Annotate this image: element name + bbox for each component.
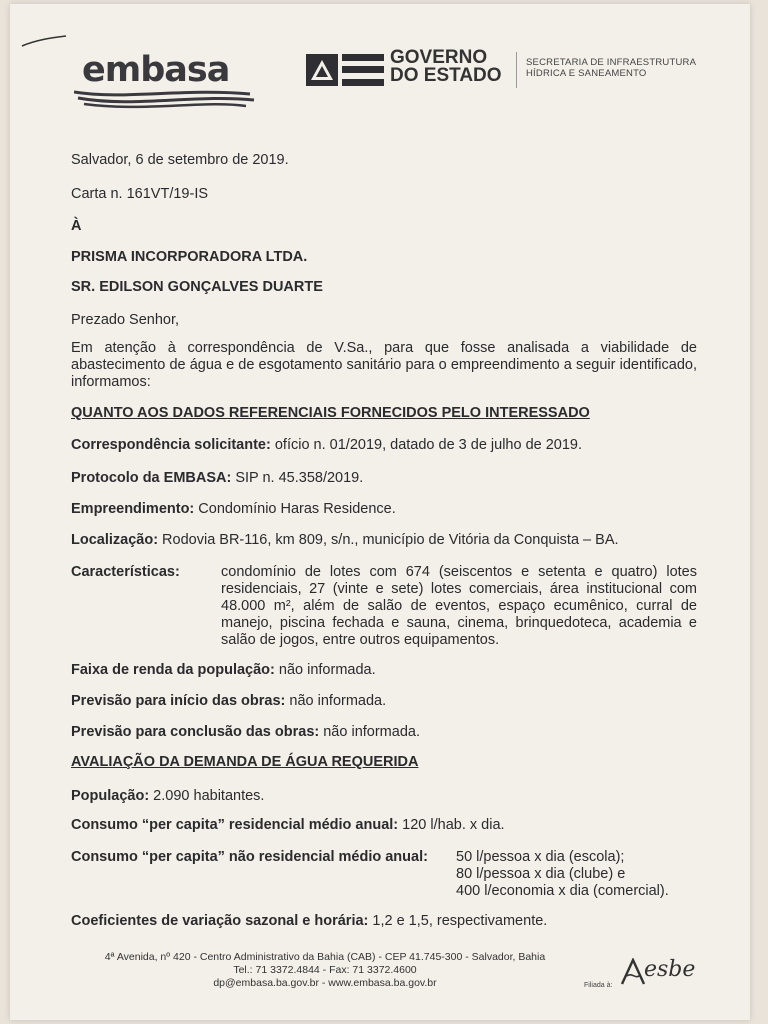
secretaria-line-2: HÍDRICA E SANEAMENTO xyxy=(526,68,647,79)
government-logo xyxy=(306,48,726,92)
section-1-title: QUANTO AOS DADOS REFERENCIAIS FORNECIDOS PELO INTERESSADO xyxy=(71,405,590,421)
field-label: Correspondência solicitante: xyxy=(71,437,271,453)
field-caracteristicas xyxy=(71,564,697,649)
field-coeficientes xyxy=(71,913,547,930)
field-label: Coeficientes de variação sazonal e horária: xyxy=(71,913,369,929)
field-label: Consumo “per capita” residencial médio anual: xyxy=(71,817,399,833)
aesbe-mark-icon xyxy=(620,958,646,986)
field-protocolo xyxy=(71,470,363,487)
aesbe-logo xyxy=(620,954,700,990)
field-value: Rodovia BR-116, km 809, s/n., município de Vitória da Conquista – BA. xyxy=(158,532,619,548)
field-value: Condomínio Haras Residence. xyxy=(194,501,396,517)
pen-mark xyxy=(20,34,68,48)
field-label: Previsão para início das obras: xyxy=(71,693,286,709)
recipient-prefix: À xyxy=(71,218,82,234)
field-label: Previsão para conclusão das obras: xyxy=(71,724,320,740)
footer-phone: Tel.: 71 3372.4844 - Fax: 71 3372.4600 xyxy=(233,964,417,976)
footer-address: 4ª Avenida, nº 420 - Centro Administrativo da Bahia (CAB) - CEP 41.745-300 - Salvador, Bahia xyxy=(104,951,546,963)
field-empreendimento xyxy=(71,501,396,518)
field-correspondencia xyxy=(71,437,582,454)
recipient-person: SR. EDILSON GONÇALVES DUARTE xyxy=(71,279,323,295)
wave-icon xyxy=(74,86,264,112)
consumo-value-comercial: 400 l/economia x dia (comercial). xyxy=(456,883,669,899)
field-value: ofício n. 01/2019, datado de 3 de julho de 2019. xyxy=(270,437,583,453)
letter-reference: Carta n. 161VT/19-IS xyxy=(71,186,209,202)
bahia-flag-icon xyxy=(306,54,384,86)
field-label: Protocolo da EMBASA: xyxy=(71,470,232,486)
header-divider xyxy=(516,52,517,88)
field-label: Faixa de renda da população: xyxy=(71,662,275,678)
field-label: População: xyxy=(71,788,150,804)
intro-paragraph: Em atenção à correspondência de V.Sa., para que fosse analisada a viabilidade de abastecimento de água e de esgotamento sanitário para o empreendimento a seguir identificado, informamos: xyxy=(71,340,697,390)
filiada-label: Filiada à: xyxy=(584,982,613,989)
consumo-nao-residencial-values xyxy=(456,849,669,900)
letter-date: Salvador, 6 de setembro de 2019. xyxy=(71,152,289,168)
aesbe-text: esbe xyxy=(644,957,696,982)
recipient-company: PRISMA INCORPORADORA LTDA. xyxy=(71,249,308,265)
field-conclusao-obras xyxy=(71,724,420,741)
secretaria-line-1: SECRETARIA DE INFRAESTRUTURA xyxy=(526,57,697,68)
field-value: 2.090 habitantes. xyxy=(149,788,265,804)
field-label: Consumo “per capita” não residencial médio anual: xyxy=(71,849,428,865)
embasa-logo xyxy=(74,50,264,112)
field-inicio-obras xyxy=(71,693,386,710)
field-populacao xyxy=(71,788,264,805)
field-value: condomínio de lotes com 674 (seiscentos e setenta e quatro) lotes residenciais, 27 (vinte e sete) lotes comerciais, área institucional com 48.000 m², além de salão de eventos, espaço ecumênico, curral de manejo, piscina fechada e sauna, cinema, brinquedoteca, academia e salão de jogos, entre outros equipamentos. xyxy=(221,564,697,648)
field-label: Localização: xyxy=(71,532,159,548)
field-consumo-nao-residencial xyxy=(71,849,428,866)
field-label: Empreendimento: xyxy=(71,501,195,517)
gov-line-2: DO ESTADO xyxy=(390,65,502,86)
consumo-value-clube: 80 l/pessoa x dia (clube) e xyxy=(456,866,626,882)
footer-address-block xyxy=(72,951,578,990)
field-value: 120 l/hab. x dia. xyxy=(398,817,505,833)
greeting: Prezado Senhor, xyxy=(71,312,180,328)
field-value: SIP n. 45.358/2019. xyxy=(231,470,364,486)
field-faixa-renda xyxy=(71,662,376,679)
footer-web: dp@embasa.ba.gov.br - www.embasa.ba.gov.br xyxy=(213,977,437,989)
field-value: não informada. xyxy=(285,693,387,709)
field-value: não informada. xyxy=(319,724,420,740)
gov-line-1: GOVERNO xyxy=(390,47,488,68)
field-label: Características: xyxy=(71,564,180,580)
field-value: não informada. xyxy=(274,662,376,678)
section-2-title: AVALIAÇÃO DA DEMANDA DE ÁGUA REQUERIDA xyxy=(71,754,419,770)
field-localizacao xyxy=(71,532,619,549)
field-value: 1,2 e 1,5, respectivamente. xyxy=(368,913,548,929)
consumo-value-escola: 50 l/pessoa x dia (escola); xyxy=(456,849,625,865)
field-consumo-residencial xyxy=(71,817,505,834)
embasa-logo-text: embasa xyxy=(82,50,230,90)
